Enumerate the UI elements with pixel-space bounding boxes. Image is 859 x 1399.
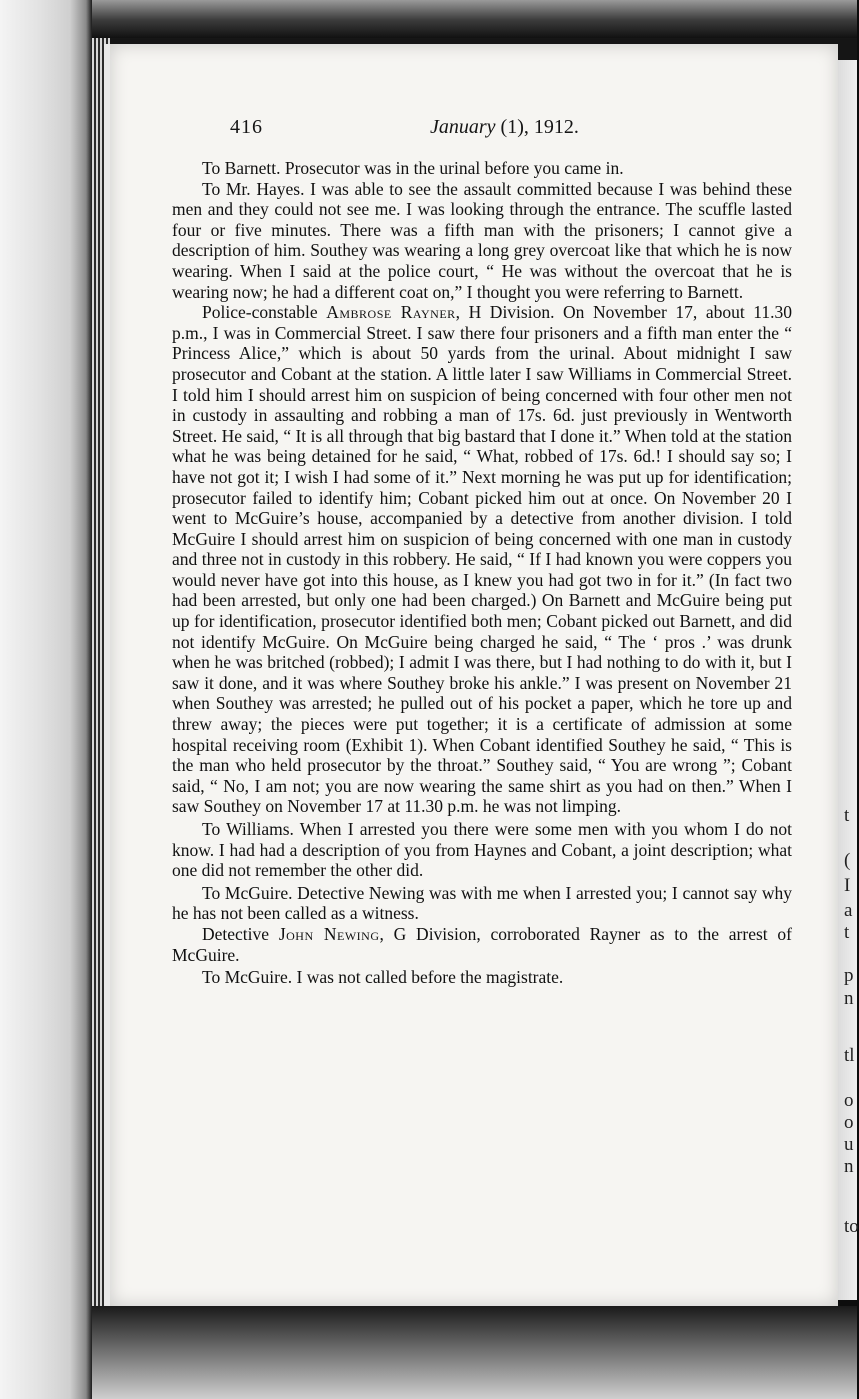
paragraph-text: To McGuire. I was not called before the magistrate. xyxy=(202,967,564,988)
paragraph xyxy=(172,883,792,924)
running-head-date xyxy=(430,116,579,139)
facing-page-fragment: n xyxy=(844,988,854,1009)
facing-page-fragment: o xyxy=(844,1090,854,1111)
book-binding-edge xyxy=(0,0,92,1399)
paragraph xyxy=(172,179,792,303)
paragraph xyxy=(172,158,792,179)
facing-page-fragment: u xyxy=(844,1134,854,1155)
testimony-text xyxy=(172,158,792,988)
paragraph-text: To Williams. When I arrested you there were some men with you whom I do not know. I had had a description of you from Haynes and Cobant, a joint description; what one did not remember the other did. xyxy=(172,819,792,881)
paragraph xyxy=(172,967,792,988)
paragraph-text: , G Division, corroborated Rayner as to the arrest of McGuire. xyxy=(172,923,792,965)
facing-page-fragment: p xyxy=(844,965,854,986)
top-shadow-strip xyxy=(92,0,857,38)
paragraph-text: Detective xyxy=(202,923,279,944)
paragraph-text: To Barnett. Prosecutor was in the urinal before you came in. xyxy=(202,158,624,178)
facing-page-fragment: t xyxy=(844,922,850,943)
facing-page-fragment: I xyxy=(844,875,851,896)
facing-page-fragment: o xyxy=(844,1112,854,1133)
paragraph-text: , H Division. On November 17, about 11.30 p.m., I was in Commercial Street. I saw there four prisoners and a fifth man enter the “ Princess Alice,” which is about 50 yards from the urinal. About midnight I saw prosecutor and Cobant at the station. A little later I saw Williams in Commercial Street. I told him I should arrest him on suspicion of being concerned with four other men not in custody in assaulting and robbing a man of 17s. 6d. just previously in Wentworth Street. He said, “ It is all through that big bastard that I done it.” When told at the station what he was being detained for he said, “ What, robbed of 17s. 6d.! I should say so; I have not got it; I wish I had some of it.” Next morning he was put up for identification; prosecutor failed to identify him; Cobant picked him out at once. On November 20 I went to McGuire’s house, accompanied by a detective from another division. I told McGuire I should arrest him on suspicion of being concerned with one man in custody and three not in custody in this robbery. He said, “ If I had known you were coppers you would never have got into this house, as I knew you had got two in for it.” (In fact two had been arrested, but only one had been charged.) On Barnett and McGuire being put up for identification, prosecutor identified both men; Cobant picked out Barnett, and did not identify McGuire. On McGuire being charged he said, “ The ‘ pros .’ was drunk when he was britched (robbed); I admit I was there, but I had nothing to do with it, but I saw it done, and it was where Southey broke his ankle.” I was present on November 21 when Southey was arrested; he pulled out of his pocket a paper, which he tore up and threw away; the pieces were put together; it is a certificate of admission at some hospital receiving room (Exhibit 1). When Cobant identified Southey he said, “ This is the man who held prosecutor by the throat.” Southey said, “ You are wrong ”; Cobant said, “ No, I am not; you are now wearing the same shirt as you had on then.” When I saw Southey on November 17 at 11.30 p.m. he was not limping. xyxy=(172,302,792,817)
paragraph-text: To McGuire. Detective Newing was with me when I arrested you; I cannot say why he has not been called as a witness. xyxy=(172,882,792,924)
page-number: 416 xyxy=(230,116,263,138)
witness-name: Ambrose Rayner xyxy=(326,302,456,323)
witness-name: John Newing xyxy=(278,923,380,944)
paragraph-text: Police-constable xyxy=(202,302,327,323)
facing-page-fragment: t xyxy=(844,805,850,826)
facing-page-fragment: tl xyxy=(844,1045,855,1066)
facing-page-fragment: n xyxy=(844,1156,854,1177)
page-header xyxy=(230,116,620,144)
running-head-month: January xyxy=(430,116,496,138)
bottom-shadow-strip xyxy=(92,1306,857,1399)
facing-page-fragment: ( xyxy=(844,850,851,871)
paragraph xyxy=(172,924,792,965)
paragraph xyxy=(172,819,792,881)
running-head-year: (1), 1912. xyxy=(495,116,579,138)
facing-page-fragment: a xyxy=(844,900,853,921)
paragraph xyxy=(172,302,792,817)
facing-page-fragment: to xyxy=(844,1216,859,1237)
paragraph-text: To Mr. Hayes. I was able to see the assault committed because I was behind these men and they could not see me. I was looking through the entrance. The scuffle lasted four or five minutes. There was a fifth man with the prisoners; I cannot give a description of him. Southey was wearing a long grey overcoat like that which he is now wearing. When I said at the police court, “ He was without the overcoat that he is wearing now; he had a different coat on,” I thought you were referring to Barnett. xyxy=(172,178,792,302)
